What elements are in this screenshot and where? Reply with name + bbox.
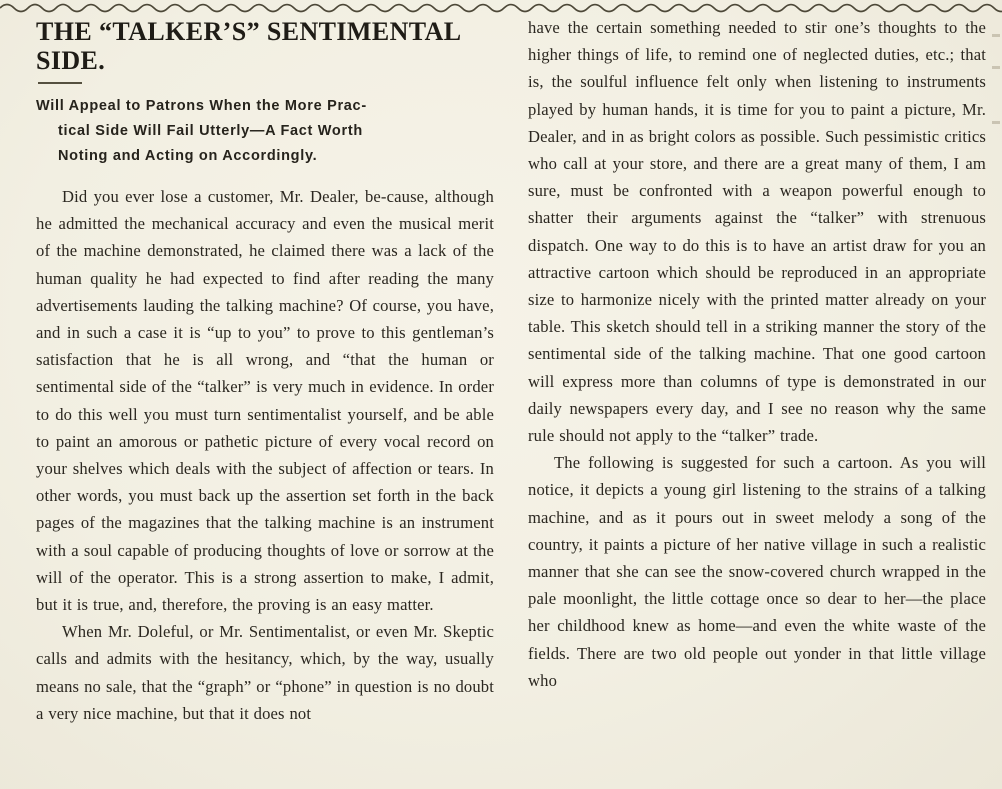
paragraph: The following is suggested for such a cartoon. As you will notice, it depicts a young girl listening to the strains of a talking machine, and as it pours out in sweet melody a song of the country, it paints a picture of her native village in such a realistic manner that she can see the snow-covered church wrapped in the pale moonlight, the little cottage once so dear to her—the place her childhood knew as home—and even the white waste of the fields. There are two old people out yonder in that little village who bbox=[528, 453, 986, 690]
subhead-line-1: Will Appeal to Patrons When the More Prac- bbox=[36, 98, 367, 115]
paragraph: Did you ever lose a customer, Mr. Dealer, be-cause, although he admitted the mechanical accuracy and even the musical merit of the machine demonstrated, he claimed there was a lack of the human quality he had expected to find after reading the many advertisements lauding the talking machine? Of course, you have, and in such a case it is “up to you” to prove to this gentleman’s satisfaction that he is all wrong, and “that the human or sentimental side of the “talker” is very much in evidence. In order to do this well you must turn sentimentalist yourself, and be able to paint an amorous or pathetic picture of every vocal record on your shelves which deals with the subject of affection or tears. In other words, you must back up the assertion set forth in the back pages of the magazines that the talking machine is an instrument with a soul capable of producing thoughts of love or sorrow at the will of the operator. This is a strong assertion to make, I admit, but it is true, and, therefore, the proving is an easy matter. bbox=[36, 187, 494, 615]
subhead-line-3: Noting and Acting on Accordingly. bbox=[58, 148, 318, 165]
left-column bbox=[36, 14, 494, 789]
right-column bbox=[528, 14, 986, 789]
subhead-line-2: tical Side Will Fail Utterly—A Fact Worth bbox=[58, 123, 363, 140]
article-subhead bbox=[36, 94, 494, 169]
title-divider bbox=[38, 82, 82, 84]
two-column-layout bbox=[36, 14, 986, 789]
paragraph: When Mr. Doleful, or Mr. Sentimentalist, or even Mr. Skeptic calls and admits with the hesitancy, which, by the way, usually means no sale, that the “graph” or “phone” in question is no doubt a very nice machine, but that it does not bbox=[36, 622, 494, 723]
paragraph: have the certain something needed to stir one’s thoughts to the higher things of life, to remind one of neglected duties, etc.; that is, the soulful influence felt only when listening to instruments played by human hands, it is time for you to paint a picture, Mr. Dealer, and in as bright colors as possible. Such pessimistic critics who call at your store, and there are a great many of them, I am sure, must be confronted with a weapon powerful enough to shatter their arguments against the “talker” with strenuous dispatch. One way to do this is to have an artist draw for you an attractive cartoon which should be reproduced in an appropriate size to harmonize nicely with the printed matter already on your table. This sketch should tell in a striking manner the story of the sentimental side of the talking machine. That one good cartoon will express more than columns of type is demonstrated in our daily newspapers every day, and I see no reason why the same rule should not apply to the “talker” trade. bbox=[528, 18, 986, 446]
page-title: THE “TALKER’S” SENTIMENTAL SIDE. bbox=[36, 17, 461, 75]
